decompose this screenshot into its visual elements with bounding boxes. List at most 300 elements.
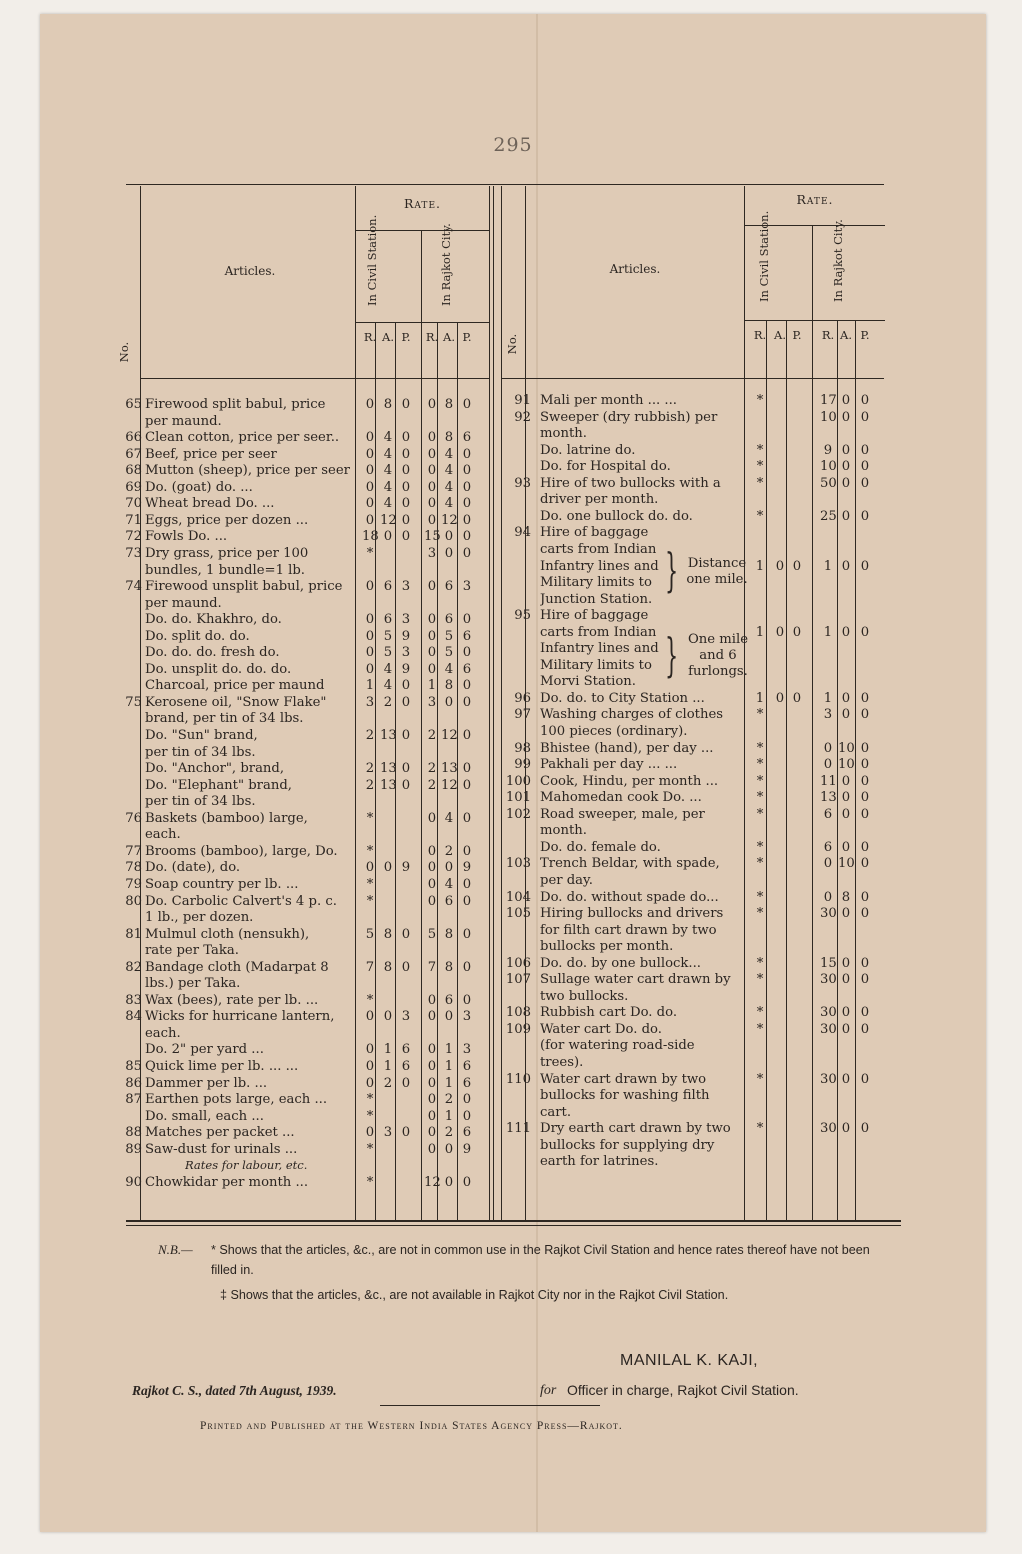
row-rc-a: 4 (444, 496, 454, 512)
row-cs-a: 0 (775, 624, 785, 640)
table-row (0, 509, 1022, 526)
row-rc-r: 30 (820, 1005, 837, 1021)
row-number: 77 (125, 843, 142, 859)
right-rc-p-heading: P. (860, 328, 870, 342)
row-article: per day. (540, 872, 593, 888)
row-number: 86 (125, 1075, 142, 1091)
row-article: driver per month. (540, 492, 659, 508)
row-rc-r: 30 (820, 1121, 837, 1137)
row-rc-a: 0 (444, 860, 454, 876)
brace-95: } (665, 628, 679, 682)
table-row (0, 575, 1022, 595)
row-rc-r: 0 (427, 1009, 437, 1025)
row-rc-a: 6 (444, 992, 454, 1008)
table-row (0, 691, 1022, 708)
table-row (0, 1105, 1022, 1122)
row-cs-a: 13 (380, 728, 397, 743)
left-cs-a-heading: A. (382, 330, 394, 344)
row-rc-r: 30 (820, 906, 837, 922)
row-rc-a: 1 (444, 1075, 454, 1091)
row-rc-p: 0 (462, 893, 472, 909)
row-number: 102 (505, 806, 531, 822)
row-cs-r: 7 (365, 959, 375, 975)
row-cs-a: 13 (380, 777, 397, 793)
row-rc-p: 0 (860, 508, 870, 524)
row-rc-p: 0 (860, 459, 870, 475)
right-cs-a-heading: A. (774, 328, 786, 342)
row-cs-r: 1 (755, 690, 765, 706)
row-article: Military limits to (540, 657, 652, 673)
table-row (0, 1055, 1022, 1072)
row-cs-p: 0 (792, 690, 802, 706)
row-rc-p: 3 (462, 579, 472, 595)
table-row (0, 840, 1022, 857)
row-cs-p: 0 (401, 694, 411, 710)
left-city-heading: In Rajkot City. (439, 223, 453, 306)
table-row (0, 608, 1022, 628)
row-cs-a: 0 (775, 690, 785, 706)
row-rc-a: 0 (841, 955, 851, 971)
row-article: Do. split do. do. (145, 628, 250, 644)
row-rc-r: 0 (427, 1125, 437, 1141)
row-rc-r: 0 (427, 512, 437, 528)
row-cs-p: 0 (401, 1125, 411, 1141)
left-rate-heading: Rate. (404, 196, 441, 211)
row-article: Infantry lines and (540, 641, 659, 657)
row-article: Do. unsplit do. do. do. (145, 661, 292, 677)
row-cs-p: 0 (401, 397, 411, 412)
row-cs-a: 1 (383, 1042, 393, 1058)
table-row (0, 625, 1022, 642)
row-cs-r: * (756, 475, 764, 491)
row-article: Clean cotton, price per seer.. (145, 430, 340, 446)
row-cs-a: 4 (383, 430, 393, 446)
row-article: Bhistee (hand), per day ... (540, 740, 714, 756)
row-number: 85 (125, 1059, 142, 1074)
row-rc-a: 5 (444, 645, 454, 661)
row-rc-p: 0 (462, 1174, 472, 1190)
row-rc-r: 0 (823, 889, 833, 905)
right-articles-heading: Articles. (609, 262, 661, 276)
row-article: bullocks for supplying dry (540, 1137, 715, 1153)
row-article: Hire of two bullocks with a (540, 475, 721, 491)
row-number: 84 (125, 1009, 142, 1025)
row-cs-p: 6 (401, 1042, 411, 1058)
table-row (0, 1138, 1022, 1155)
row-article: Eggs, price per dozen ... (145, 512, 309, 528)
row-article: Matches per packet ... (145, 1125, 295, 1141)
row-article: per maund. (145, 595, 222, 611)
row-cs-r: 0 (365, 479, 375, 495)
row-cs-a: 13 (380, 761, 397, 777)
left-cs-p-heading: P. (401, 330, 411, 344)
row-number: 81 (125, 926, 142, 942)
row-article: per tin of 34 lbs. (145, 744, 256, 760)
row-cs-a: 2 (383, 694, 393, 710)
row-cs-a: 3 (383, 1125, 393, 1141)
left-articles-heading: Articles. (224, 264, 276, 278)
row-cs-r: 3 (365, 694, 375, 710)
row-rc-p: 0 (860, 475, 870, 491)
row-rc-a: 0 (841, 624, 851, 640)
row-rc-p: 0 (462, 1092, 472, 1108)
row-rc-a: 5 (444, 628, 454, 644)
date-line: Rajkot C. S., dated 7th August, 1939. (132, 1383, 337, 1398)
row-article: Firewood unsplit babul, price (145, 579, 343, 595)
row-rc-p: 0 (462, 810, 472, 826)
row-rc-r: 0 (427, 992, 437, 1008)
row-rc-p: 0 (860, 757, 870, 773)
row-rc-a: 0 (841, 558, 851, 574)
signatory-name: MANILAL K. KAJI, (620, 1352, 759, 1369)
row-rc-p: 0 (462, 397, 472, 412)
row-article: Do. do. Khakhro, do. (145, 612, 282, 628)
row-cs-r: 0 (365, 628, 375, 644)
right-cs-p-heading: P. (792, 328, 802, 342)
row-rc-a: 10 (838, 740, 855, 756)
row-cs-r: 2 (365, 728, 375, 743)
row-rc-r: 0 (427, 876, 437, 892)
row-article: Do. do. female do. (540, 839, 661, 855)
row-cs-r: 0 (365, 1075, 375, 1091)
row-cs-r: 0 (365, 860, 375, 876)
row-rc-r: 11 (820, 773, 837, 789)
page-number: 295 (493, 134, 533, 156)
row-rc-a: 0 (841, 393, 851, 408)
row-rc-r: 0 (823, 856, 833, 872)
row-number: 79 (125, 876, 142, 892)
row-rc-p: 0 (462, 1108, 472, 1124)
row-rc-r: 0 (427, 397, 437, 412)
row-cs-r: * (756, 757, 764, 773)
row-cs-r: 18 (362, 529, 379, 545)
row-cs-a: 0 (383, 860, 393, 876)
table-row (0, 989, 1022, 1006)
row-cs-p: 0 (401, 512, 411, 528)
left-cs-r-heading: R. (363, 330, 377, 344)
right-rc-r-heading: R. (821, 328, 835, 342)
row-rc-r: 1 (823, 624, 833, 640)
table-row (0, 1121, 1022, 1141)
row-rc-p: 0 (860, 790, 870, 806)
row-cs-p: 0 (401, 496, 411, 512)
row-number: 96 (514, 690, 531, 706)
table-row (0, 923, 1022, 940)
row-cs-p: 0 (792, 624, 802, 640)
row-number: 92 (514, 409, 531, 425)
row-rc-a: 0 (841, 1005, 851, 1021)
row-rc-p: 0 (462, 545, 472, 561)
row-cs-a: 1 (383, 1059, 393, 1074)
row-cs-r: * (756, 740, 764, 756)
row-cs-r: * (756, 839, 764, 855)
row-article: cart. (540, 1104, 572, 1120)
table-row (0, 741, 1022, 758)
row-cs-a: 4 (383, 479, 393, 495)
table-row (0, 476, 1022, 493)
row-cs-p: 9 (401, 661, 411, 677)
table-bottom-rule (126, 1220, 901, 1222)
row-cs-a: 0 (775, 558, 785, 574)
row-cs-r: * (756, 773, 764, 789)
table-row (0, 956, 1022, 973)
table-row (0, 707, 1022, 727)
row-rc-p: 0 (860, 690, 870, 706)
row-cs-r: 0 (365, 397, 375, 412)
row-rc-p: 6 (462, 1125, 472, 1141)
row-cs-p: 0 (401, 959, 411, 975)
row-rc-a: 0 (444, 694, 454, 710)
row-cs-a: 4 (383, 678, 393, 694)
row-cs-r: * (756, 806, 764, 822)
row-cs-r: 0 (365, 1059, 375, 1074)
table-row (0, 1154, 1022, 1171)
row-rc-p: 0 (860, 906, 870, 922)
table-row (0, 542, 1022, 559)
row-cs-r: * (756, 906, 764, 922)
row-cs-a: 5 (383, 628, 393, 644)
row-number: 78 (125, 860, 142, 876)
row-article: 1 lb., per dozen. (145, 910, 254, 926)
row-article: lbs.) per Taka. (145, 976, 241, 992)
row-rc-a: 8 (841, 889, 851, 905)
row-article: earth for latrines. (540, 1154, 659, 1170)
brace-95-label: One mile and 6 furlongs. (687, 632, 749, 680)
row-cs-a: 4 (383, 496, 393, 512)
row-rc-a: 8 (444, 430, 454, 446)
row-cs-a: 6 (383, 579, 393, 595)
row-rc-p: 9 (462, 1141, 472, 1157)
row-rc-p: 0 (860, 1071, 870, 1087)
brace-94: } (665, 543, 679, 597)
row-article: Do. "Elephant" brand, (145, 777, 292, 793)
row-number: 88 (125, 1125, 142, 1141)
row-rc-r: 7 (427, 959, 437, 975)
row-rc-a: 2 (444, 843, 454, 859)
table-row (0, 1072, 1022, 1089)
row-article: month. (540, 426, 587, 442)
row-rc-a: 0 (841, 806, 851, 822)
row-article: Do. for Hospital do. (540, 459, 671, 475)
row-rc-p: 0 (462, 446, 472, 462)
row-number: 87 (125, 1092, 142, 1108)
row-article: Do. one bullock do. do. (540, 508, 693, 524)
row-number: 76 (125, 810, 142, 826)
row-article: Hiring bullocks and drivers (540, 906, 724, 922)
row-rc-r: 0 (427, 612, 437, 628)
row-article: Do. 2" per yard ... (145, 1042, 264, 1058)
row-rc-a: 0 (444, 545, 454, 561)
row-article: Hire of baggage (540, 525, 649, 541)
table-row (0, 939, 1022, 959)
row-rc-p: 3 (462, 1042, 472, 1058)
table-row (0, 757, 1022, 777)
row-number: 66 (125, 430, 142, 446)
row-number: 89 (125, 1141, 142, 1157)
imprint-rule (380, 1405, 600, 1406)
row-article: Wheat bread Do. ... (145, 496, 275, 512)
row-article: Do. (goat) do. ... (145, 479, 253, 495)
row-article: Do. small, each ... (145, 1108, 264, 1124)
row-cs-p: 9 (401, 628, 411, 644)
row-cs-r: 0 (365, 512, 375, 528)
row-article: Do. latrine do. (540, 442, 636, 458)
table-row (0, 1005, 1022, 1025)
row-rc-p: 0 (462, 926, 472, 942)
table-row (0, 443, 1022, 460)
row-rc-a: 6 (444, 893, 454, 909)
row-rc-a: 0 (841, 690, 851, 706)
row-article: Water cart drawn by two (540, 1071, 707, 1087)
row-rc-r: 30 (820, 972, 837, 988)
right-rc-a-heading: A. (840, 328, 852, 342)
row-article: Bandage cloth (Madarpat 8 (145, 959, 329, 975)
row-article: Saw-dust for urinals ... (145, 1141, 298, 1157)
row-cs-r: * (756, 856, 764, 872)
row-cs-r: 0 (365, 463, 375, 479)
row-rc-a: 0 (444, 1174, 454, 1190)
imprint: Printed and Published at the Western India States Agency Press—Rajkot. (200, 1420, 623, 1432)
row-number: 109 (505, 1021, 531, 1037)
row-number: 98 (514, 740, 531, 756)
table-row (0, 890, 1022, 907)
row-cs-r: * (756, 459, 764, 475)
right-no-heading: No. (505, 333, 519, 355)
row-article: Do. do. to City Station ... (540, 690, 705, 706)
row-cs-p: 3 (401, 1009, 411, 1025)
row-rc-r: 9 (823, 442, 833, 458)
table-row (0, 906, 1022, 926)
row-cs-r: * (366, 545, 374, 561)
row-rc-r: 0 (823, 757, 833, 773)
row-article: trees). (540, 1055, 584, 1070)
row-article: Beef, price per seer (145, 446, 277, 462)
row-rc-p: 0 (860, 806, 870, 822)
row-rc-a: 0 (841, 475, 851, 491)
nb-note-1: * Shows that the articles, &c., are not in common use in the Rajkot Civil Station and hence rates thereof have not been filled in. (211, 1243, 870, 1277)
row-cs-p: 9 (401, 860, 411, 876)
row-article: Do. "Anchor", brand, (145, 761, 285, 777)
table-row (0, 972, 1022, 992)
row-number: 106 (505, 955, 531, 971)
row-rc-a: 12 (441, 512, 458, 528)
row-article: Baskets (bamboo) large, (145, 810, 308, 826)
row-number: 99 (514, 757, 531, 773)
nb-note-2: ‡ Shows that the articles, &c., are not available in Rajkot City nor in the Rajkot Civil Station. (220, 1288, 729, 1302)
row-rc-a: 0 (841, 459, 851, 475)
row-article: Military limits to (540, 575, 652, 591)
row-cs-p: 0 (792, 558, 802, 574)
row-article: brand, per tin of 34 lbs. (145, 711, 304, 727)
table-row (0, 658, 1022, 675)
row-cs-r: 5 (365, 926, 375, 942)
row-rc-p: 0 (462, 876, 472, 892)
row-rc-p: 0 (462, 496, 472, 512)
row-cs-r: * (756, 955, 764, 971)
row-rc-r: 0 (427, 479, 437, 495)
left-no-heading: No. (117, 341, 131, 363)
row-rc-r: 12 (424, 1174, 441, 1190)
row-cs-r: * (756, 790, 764, 806)
right-civil-heading: In Civil Station. (757, 210, 771, 302)
row-rc-r: 0 (427, 1042, 437, 1058)
row-cs-r: * (366, 843, 374, 859)
row-article: Infantry lines and (540, 558, 659, 574)
row-rc-a: 0 (444, 529, 454, 545)
row-article: Firewood split babul, price (145, 397, 326, 412)
row-article: Hire of baggage (540, 608, 649, 624)
row-cs-p: 0 (401, 529, 411, 545)
row-rc-p: 0 (462, 694, 472, 710)
table-row (0, 641, 1022, 661)
row-article: Trench Beldar, with spade, (540, 856, 720, 872)
row-article: Kerosene oil, "Snow Flake" (145, 694, 327, 710)
row-rc-a: 1 (444, 1059, 454, 1074)
row-rc-p: 6 (462, 661, 472, 677)
row-rc-a: 0 (444, 1009, 454, 1025)
row-rc-p: 0 (462, 761, 472, 777)
row-number: 105 (505, 906, 531, 922)
row-rc-p: 9 (462, 860, 472, 876)
row-rc-r: 0 (427, 893, 437, 909)
row-rc-p: 0 (462, 463, 472, 479)
table-row (0, 790, 1022, 810)
row-rc-a: 0 (841, 906, 851, 922)
row-rc-p: 0 (860, 707, 870, 723)
row-article: bundles, 1 bundle=1 lb. (145, 562, 306, 578)
row-rc-a: 4 (444, 810, 454, 826)
row-article: for filth cart drawn by two (540, 922, 717, 938)
table-row (0, 1088, 1022, 1108)
row-article: Cook, Hindu, per month ... (540, 773, 719, 789)
row-cs-a: 5 (383, 645, 393, 661)
row-rc-a: 6 (444, 612, 454, 628)
row-rc-r: 1 (823, 690, 833, 706)
row-cs-r: 2 (365, 777, 375, 793)
row-cs-r: * (366, 876, 374, 892)
row-rc-r: 3 (427, 545, 437, 561)
row-article: bullocks per month. (540, 939, 674, 955)
row-rc-p: 3 (462, 1009, 472, 1025)
row-rc-a: 6 (444, 579, 454, 595)
row-rc-a: 2 (444, 1092, 454, 1108)
table-row (0, 592, 1022, 609)
row-rc-a: 0 (841, 409, 851, 425)
table-row (0, 856, 1022, 876)
row-rc-r: 50 (820, 475, 837, 491)
row-cs-r: 0 (365, 579, 375, 595)
row-rc-a: 4 (444, 463, 454, 479)
table-row (0, 1175, 1022, 1192)
row-rc-r: 0 (427, 628, 437, 644)
row-article: Dry grass, price per 100 (145, 545, 309, 561)
row-article: (for watering road-side (540, 1038, 695, 1054)
row-rc-a: 8 (444, 959, 454, 975)
row-rc-a: 4 (444, 479, 454, 495)
row-cs-r: * (366, 1141, 374, 1157)
row-article: two bullocks. (540, 988, 629, 1004)
row-rc-p: 6 (462, 1075, 472, 1091)
row-cs-a: 4 (383, 661, 393, 677)
row-cs-a: 6 (383, 612, 393, 628)
row-cs-p: 0 (401, 446, 411, 462)
row-article: Mahomedan cook Do. ... (540, 790, 702, 806)
row-cs-r: * (366, 992, 374, 1008)
row-rc-r: 1 (427, 678, 437, 694)
row-article: bullocks for washing filth (540, 1088, 710, 1104)
row-article: Water cart Do. do. (540, 1021, 662, 1037)
row-rc-a: 10 (838, 856, 855, 872)
